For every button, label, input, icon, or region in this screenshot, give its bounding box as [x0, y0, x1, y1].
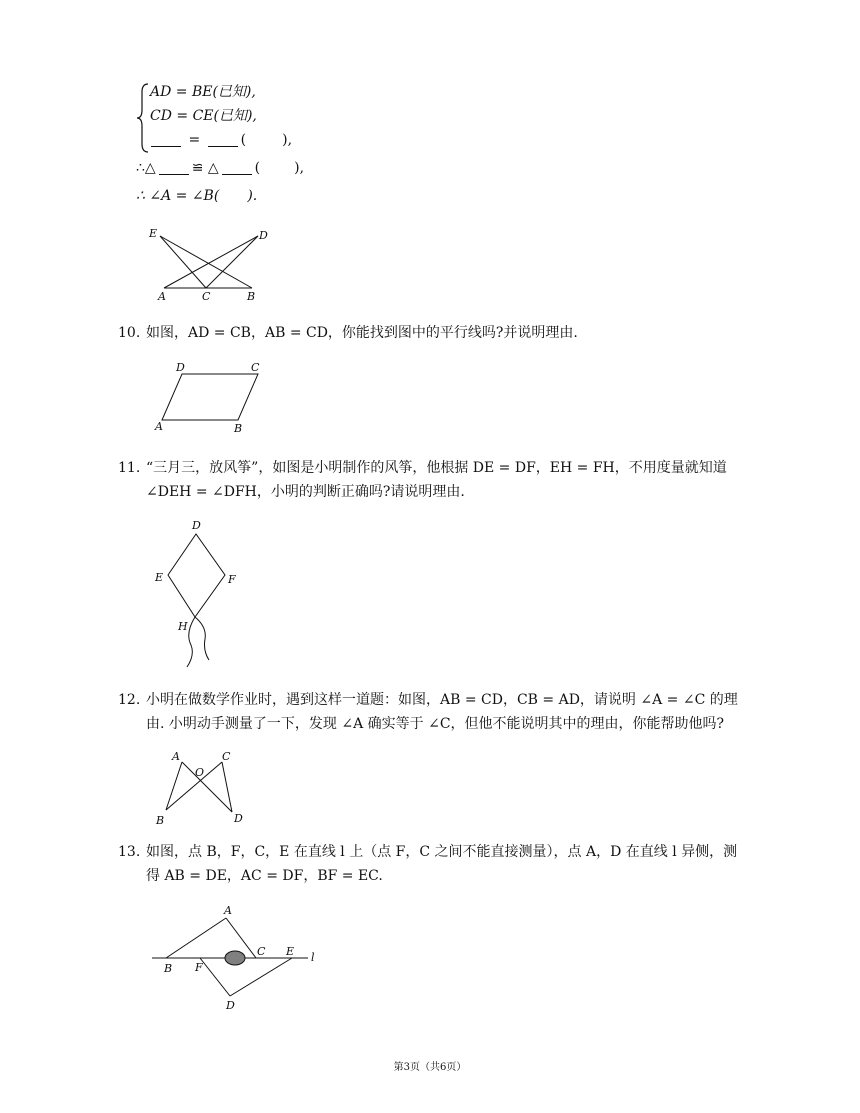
point-label: H [178, 620, 188, 633]
point-label: C [251, 361, 260, 374]
answer-blank[interactable] [151, 132, 181, 147]
point-label: B [164, 962, 173, 975]
point-label: E [155, 571, 164, 584]
point-label: C [257, 945, 266, 958]
point-label: D [259, 229, 268, 242]
point-label: D [192, 519, 201, 532]
question-12-line-2: 由. 小明动手测量了一下，发现 ∠A 确实等于 ∠C，但他不能说明其中的理由，你能帮助他吗? [146, 716, 725, 732]
proof-line-2: CD = CE(已知), [150, 108, 257, 124]
point-label: A [224, 904, 232, 917]
point-label: O [195, 766, 205, 779]
proof-line-5: ∴ ∠A = ∠B( ). [136, 188, 258, 204]
figure-line-triangles [148, 898, 338, 1016]
answer-blank[interactable] [222, 160, 252, 175]
point-label: D [226, 999, 235, 1012]
page-footer: 第3页（共6页） [393, 1062, 467, 1073]
point-label: B [156, 814, 165, 827]
point-label: C [222, 750, 231, 763]
question-number: 12. [118, 692, 141, 708]
point-label: A [158, 290, 166, 303]
question-number: 10. [118, 325, 141, 341]
point-label: D [234, 812, 243, 825]
point-label: A [155, 420, 163, 433]
question-13-line-2: 得 AB = DE，AC = DF，BF = EC. [146, 868, 383, 884]
figure-parallelogram [150, 358, 270, 436]
point-label: E [149, 227, 158, 240]
point-label: B [247, 290, 256, 303]
question-11-line-2: ∠DEH = ∠DFH，小明的判断正确吗?请说明理由. [146, 484, 465, 500]
proof-line-4: ∴△ ≌ △ ( ), [136, 160, 305, 176]
point-label: F [195, 961, 203, 974]
question-12-line-1: 小明在做数学作业时，遇到这样一道题：如图，AB = CD，CB = AD，请说明 ∠A = ∠C 的理 [146, 692, 738, 708]
obstacle-shape [225, 951, 245, 965]
answer-blank[interactable] [208, 132, 238, 147]
proof-line-1: AD = BE(已知), [150, 84, 256, 100]
figure-bowtie [150, 748, 250, 830]
point-label: F [228, 573, 236, 586]
line-label: l [311, 951, 315, 964]
point-label: C [202, 290, 211, 303]
figure-kite [145, 515, 255, 675]
point-label: E [286, 945, 295, 958]
point-label: B [234, 422, 243, 435]
point-label: A [172, 750, 180, 763]
question-number: 11. [118, 460, 141, 476]
answer-blank[interactable] [159, 160, 189, 175]
question-13-line-1: 如图，点 B，F，C，E 在直线 l 上（点 F，C 之间不能直接测量），点 A，D 在直线 l 异侧，测 [146, 844, 738, 860]
point-label: D [176, 361, 185, 374]
question-11-line-1: “三月三，放风筝”，如图是小明制作的风筝，他根据 DE = DF，EH = FH，不用度量就知道 [146, 460, 727, 476]
question-number: 13. [118, 844, 141, 860]
figure-triangles-ab [140, 222, 280, 308]
proof-line-3: = ( ), [148, 130, 292, 150]
question-10-text: 如图，AD = CB，AB = CD，你能找到图中的平行线吗?并说明理由. [146, 325, 578, 341]
